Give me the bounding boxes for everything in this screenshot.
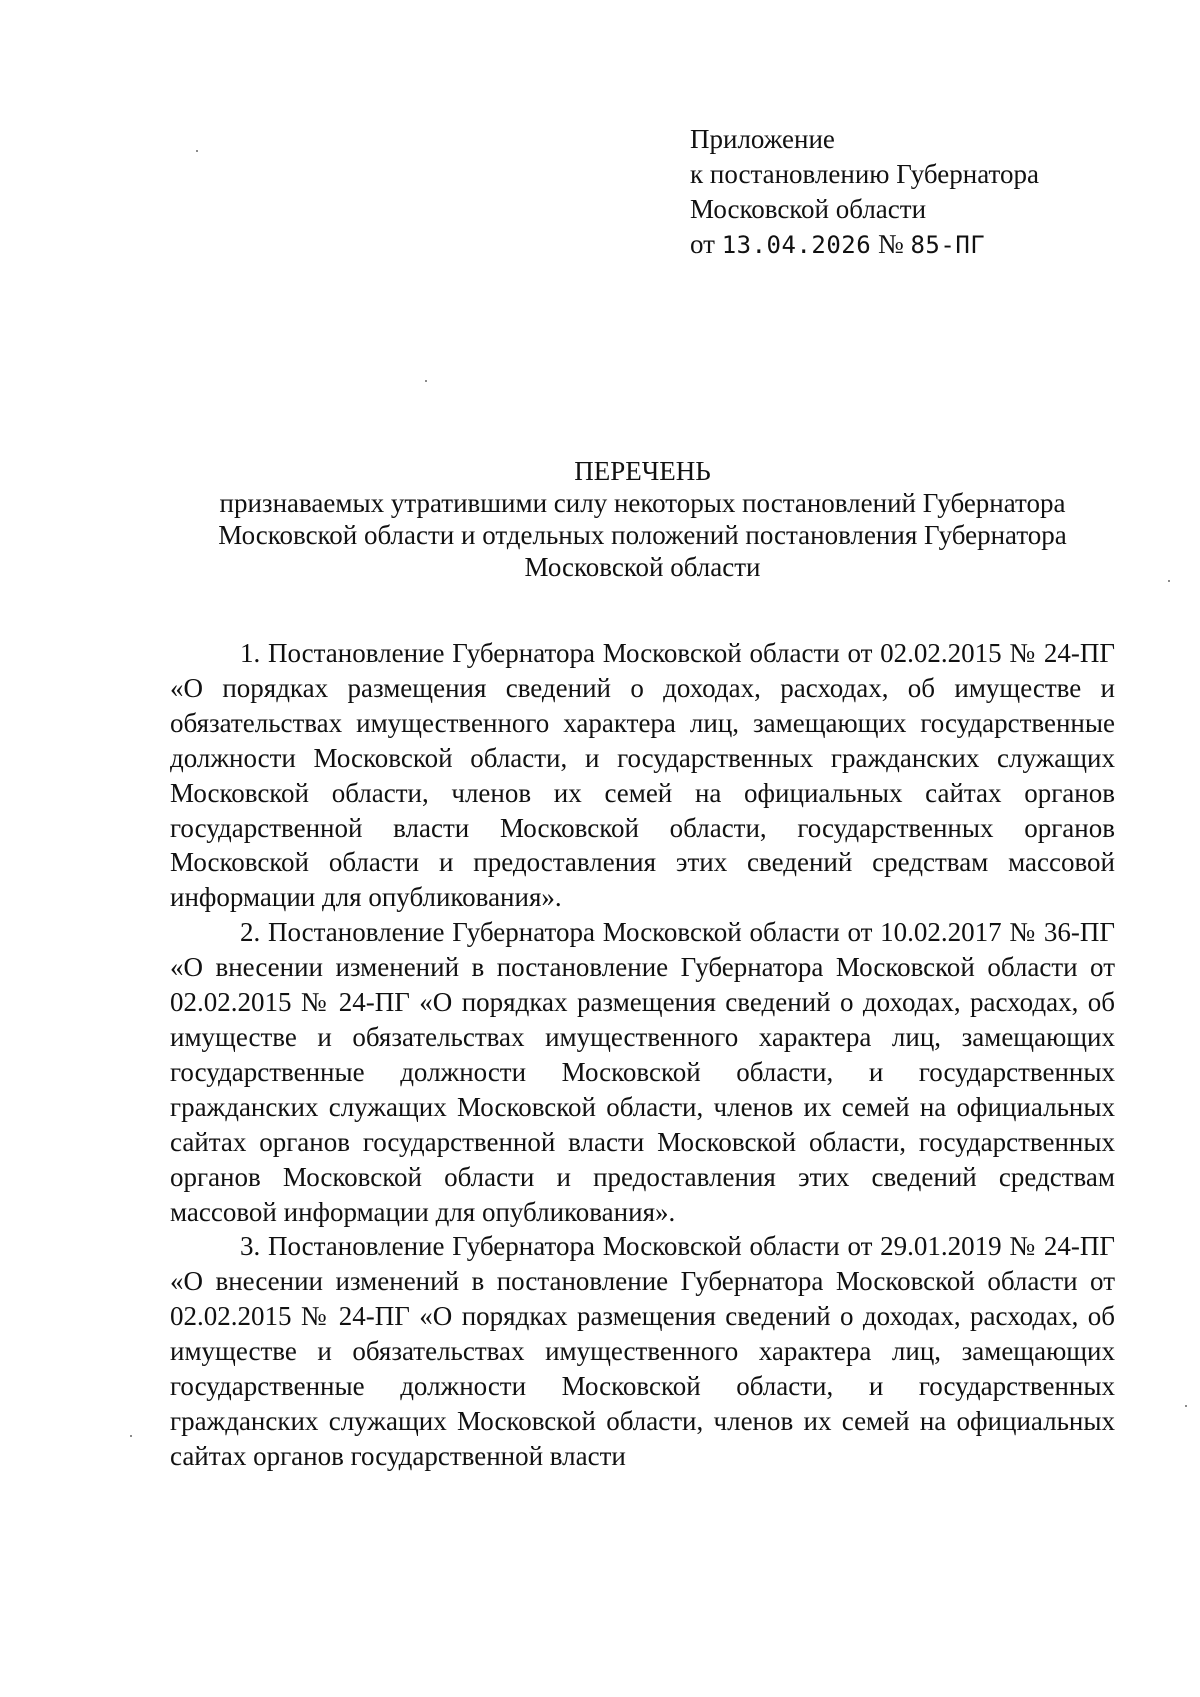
document-title-block bbox=[170, 455, 1115, 583]
appendix-label: Приложение bbox=[690, 124, 835, 154]
resolution-date: 13.04.2026 bbox=[721, 231, 872, 259]
scan-speck bbox=[1185, 1405, 1187, 1407]
resolution-number: 85-ПГ bbox=[910, 231, 986, 259]
scan-speck bbox=[1168, 580, 1170, 582]
document-subtitle: признаваемых утратившими силу некоторых постановлений Губернатора Московской области и отдельных положений постановления Губернатора Московской области bbox=[218, 488, 1067, 582]
appendix-date-line bbox=[690, 227, 1039, 263]
document-heading: ПЕРЕЧЕНЬ bbox=[574, 456, 711, 486]
list-item-1: 1. Постановление Губернатора Московской области от 02.02.2015 № 24-ПГ «О порядках размещения сведений о доходах, расходах, об имуществе и обязательствах имущественного характера лиц, замещающих государственные должности Московской области, и государственных гражданских служащих Московской области, членов их семей на официальных сайтах органов государственной власти Московской области, государственных органов Московской области и предоставления этих сведений средствам массовой информации для опубликования». bbox=[170, 638, 1115, 913]
list-item-3: 3. Постановление Губернатора Московской области от 29.01.2019 № 24-ПГ «О внесении изменений в постановление Губернатора Московской области от 02.02.2015 № 24-ПГ «О порядках размещения сведений о доходах, расходах, об имуществе и обязательствах имущественного характера лиц, замещающих государственные должности Московской области, и государственных гражданских служащих Московской области, членов их семей на официальных сайтах органов государственной власти bbox=[170, 1231, 1115, 1471]
appendix-region: Московской области bbox=[690, 194, 927, 224]
number-sign: № bbox=[877, 229, 904, 259]
appendix-header bbox=[690, 122, 1039, 263]
appendix-resolution-ref: к постановлению Губернатора bbox=[690, 159, 1039, 189]
scan-speck bbox=[130, 1435, 132, 1437]
document-body bbox=[170, 636, 1115, 1474]
date-prefix: от bbox=[690, 229, 715, 259]
scan-speck bbox=[196, 150, 198, 152]
list-item-2: 2. Постановление Губернатора Московской области от 10.02.2017 № 36-ПГ «О внесении изменений в постановление Губернатора Московской области от 02.02.2015 № 24-ПГ «О порядках размещения сведений о доходах, расходах, об имуществе и обязательствах имущественного характера лиц, замещающих государственные должности Московской области, и государственных гражданских служащих Московской области, членов их семей на официальных сайтах органов государственной власти Московской области, государственных органов Московской области и предоставления этих сведений средствам массовой информации для опубликования». bbox=[170, 917, 1115, 1227]
scan-speck bbox=[425, 380, 427, 382]
